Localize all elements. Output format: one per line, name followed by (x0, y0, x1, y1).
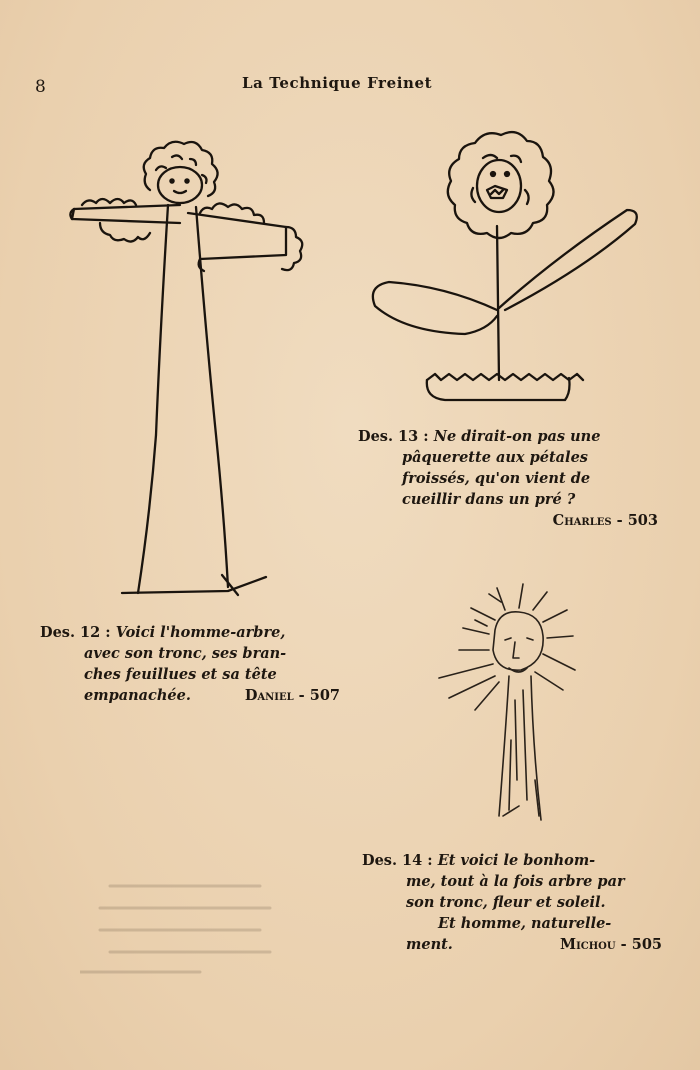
caption-author: Charles - 503 (552, 512, 658, 529)
caption-line: cueillir dans un pré ? (402, 491, 576, 508)
caption-prefix: Des. 14 : (362, 852, 433, 869)
page-number: 8 (35, 77, 46, 97)
caption-author: Michou - 505 (560, 936, 662, 953)
caption-line: ment. (406, 936, 453, 953)
caption-line: avec son tronc, ses bran- (84, 645, 287, 662)
caption-line: me, tout à la fois arbre par (406, 873, 625, 890)
caption-line: pâquerette aux pétales (402, 449, 588, 466)
caption-des-14 (362, 850, 662, 955)
caption-des-12 (40, 622, 340, 706)
drawing-daisy (365, 118, 645, 408)
drawing-tree-man (60, 135, 310, 605)
caption-line: empanachée. (84, 687, 191, 704)
bleed-through-smudge (80, 876, 300, 986)
caption-line: son tronc, fleur et soleil. (406, 894, 606, 911)
caption-prefix: Des. 13 : (358, 428, 429, 445)
caption-prefix: Des. 12 : (40, 624, 111, 641)
caption-line: froissés, qu'on vient de (402, 470, 591, 487)
caption-line: Ne dirait-on pas une (433, 428, 601, 445)
caption-des-13 (358, 426, 658, 531)
caption-line: Et homme, naturelle- (438, 915, 612, 932)
caption-line: ches feuillues et sa tête (84, 666, 277, 683)
caption-line: Et voici le bonhom- (437, 852, 596, 869)
caption-author: Daniel - 507 (244, 687, 340, 704)
drawing-sun-man (435, 580, 605, 830)
caption-line: Voici l'homme-arbre, (115, 624, 286, 641)
running-head: La Technique Freinet (242, 74, 433, 92)
